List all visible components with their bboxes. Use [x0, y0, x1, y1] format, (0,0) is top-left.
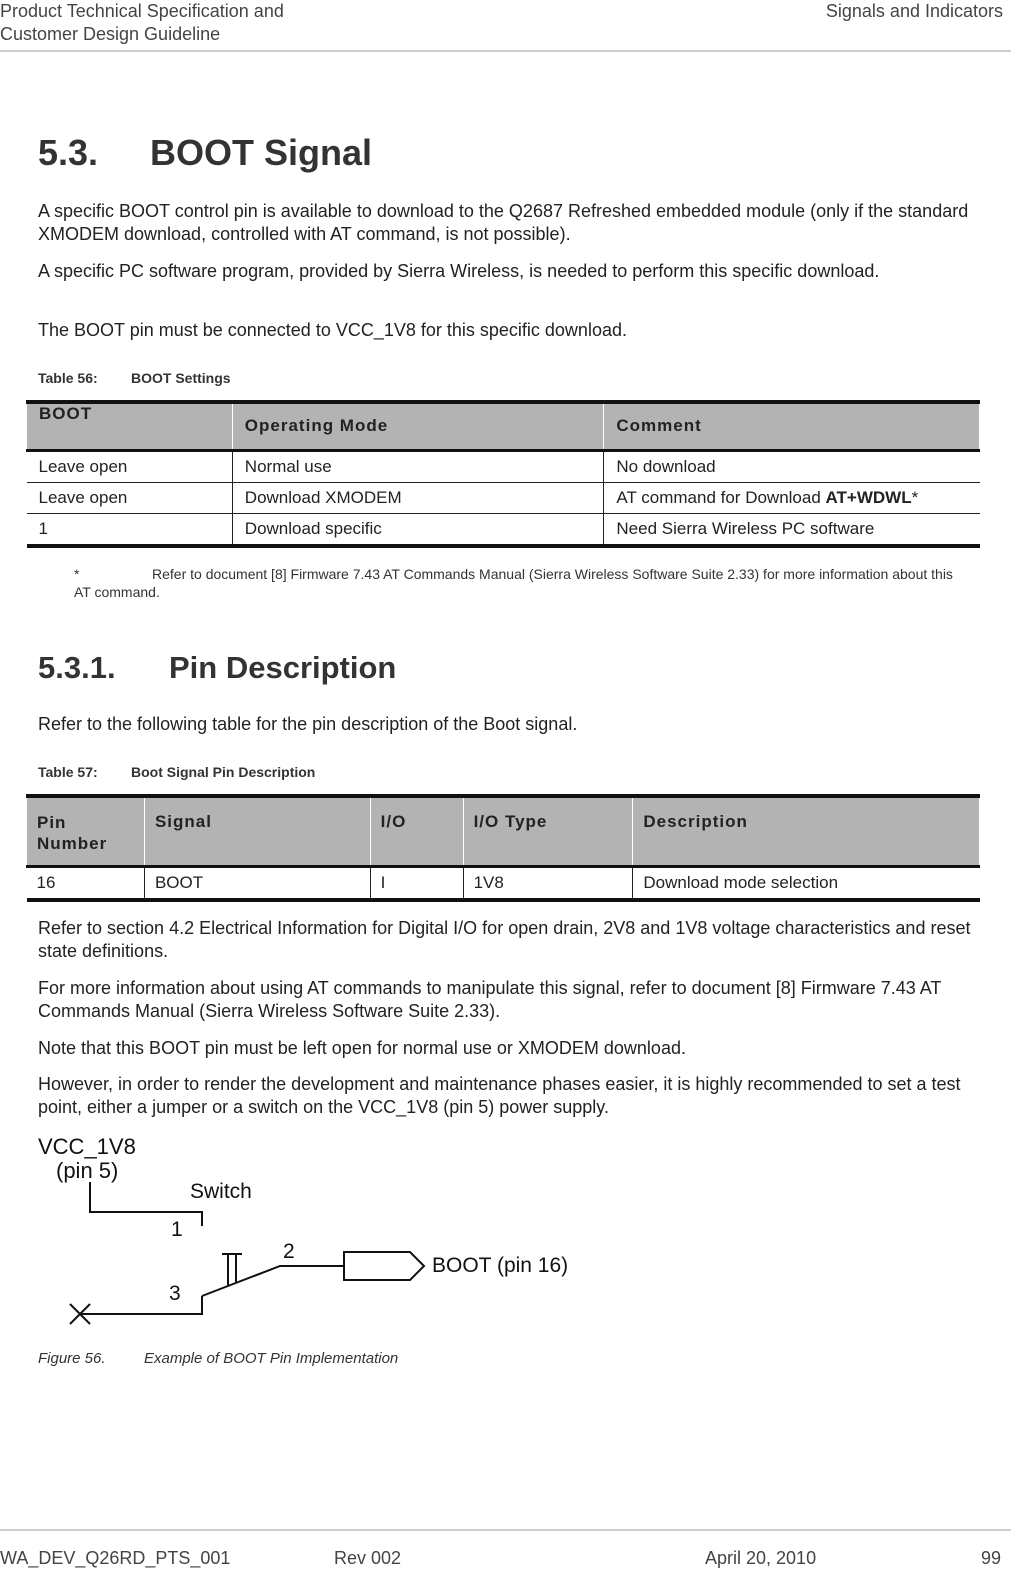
footer-divider — [0, 1529, 1011, 1531]
subsection-heading — [38, 650, 396, 686]
table-header-cell: I/O — [370, 796, 463, 866]
footnote-mark: * — [74, 566, 80, 582]
table-cell: Download XMODEM — [232, 482, 604, 513]
vcc-label: VCC_1V8 — [38, 1134, 136, 1159]
figure-caption-number: Figure 56. — [38, 1350, 106, 1367]
table-row — [27, 513, 980, 546]
table-cell: Download mode selection — [633, 866, 980, 900]
footer-date: April 20, 2010 — [705, 1548, 817, 1568]
command-name: AT+WDWL — [825, 487, 912, 507]
paragraph-intro-3: The BOOT pin must be connected to VCC_1V8 for this specific download. — [38, 320, 627, 340]
cell-text: AT command for Download — [616, 487, 826, 507]
footnote-marker: * — [911, 487, 919, 507]
table-56-caption — [38, 370, 231, 386]
table-57-caption — [38, 764, 315, 780]
table-cell: Need Sierra Wireless PC software — [604, 513, 980, 546]
table-header-cell: Description — [633, 796, 980, 866]
table-cell — [604, 482, 980, 513]
table-row — [27, 450, 980, 482]
header-line-2: Customer Design Guideline — [0, 24, 221, 44]
table-cell: I — [370, 866, 463, 900]
table-header-cell: Signal — [144, 796, 370, 866]
footnote-text: Refer to document [8] Firmware 7.43 AT Commands Manual (Sierra Wireless Software Suite 2.33) for more information about this AT command. — [74, 566, 953, 600]
table-57-caption-number: Table 57: — [38, 764, 98, 780]
switch-lever — [202, 1266, 344, 1296]
paragraph-electrical-ref: Refer to section 4.2 Electrical Information for Digital I/O for open drain, 2V8 and 1V8 voltage characteristics and reset state definitions. — [38, 918, 971, 961]
table-cell: No download — [604, 450, 980, 482]
table-cell: Leave open — [27, 482, 233, 513]
table-footnote — [74, 565, 954, 601]
table-header-cell: BOOT — [27, 402, 233, 450]
switch-label: Switch — [190, 1180, 252, 1203]
running-header-chapter: Signals and Indicators — [825, 1, 1003, 21]
boot-connector-icon — [344, 1252, 424, 1280]
terminal-3-label: 3 — [169, 1282, 181, 1305]
figure-caption-title: Example of BOOT Pin Implementation — [144, 1350, 399, 1367]
paragraph-pin-intro: Refer to the following table for the pin description of the Boot signal. — [38, 714, 578, 734]
vcc-wire — [90, 1182, 202, 1226]
table-cell: 1V8 — [463, 866, 633, 900]
paragraph-at-commands-ref: For more information about using AT commands to manipulate this signal, refer to document [8] Firmware 7.43 AT Commands Manual (Sierra Wireless Software Suite 2.33). — [38, 978, 942, 1021]
subsection-title: Pin Description — [169, 650, 397, 685]
table-56-caption-title: BOOT Settings — [131, 370, 231, 386]
table-cell: 1 — [27, 513, 233, 546]
table-57-caption-title: Boot Signal Pin Description — [131, 764, 316, 780]
section-title: BOOT Signal — [150, 132, 373, 173]
boot-pin-circuit-diagram — [26, 1128, 646, 1338]
boot-pin-label: BOOT (pin 16) — [432, 1254, 569, 1277]
table-header-cell: Operating Mode — [232, 402, 604, 450]
terminal-1-label: 1 — [171, 1218, 183, 1241]
footer-page-number: 99 — [980, 1548, 1001, 1568]
table-header-cell: Comment — [604, 402, 980, 450]
footer-doc-id: WA_DEV_Q26RD_PTS_001 — [0, 1548, 231, 1568]
table-cell: Leave open — [27, 450, 233, 482]
pin5-label: (pin 5) — [56, 1158, 119, 1183]
paragraph-boot-note: Note that this BOOT pin must be left open for normal use or XMODEM download. — [38, 1038, 686, 1058]
boot-settings-table — [26, 400, 980, 548]
subsection-number: 5.3.1. — [38, 650, 116, 685]
terminal-2-label: 2 — [283, 1240, 295, 1263]
table-row — [27, 482, 980, 513]
paragraph-intro-1: A specific BOOT control pin is available to download to the Q2687 Refreshed embedded module (only if the standard XMODEM download, controlled with AT command, is not possible). — [38, 201, 969, 244]
section-number: 5.3. — [38, 132, 99, 173]
footer-revision: Rev 002 — [334, 1548, 402, 1568]
paragraph-test-point: However, in order to render the development and maintenance phases easier, it is highly recommended to set a test point, either a jumper or a switch on the VCC_1V8 (pin 5) power supply. — [38, 1074, 961, 1117]
running-header-title — [0, 0, 284, 46]
table-56-caption-number: Table 56: — [38, 370, 98, 386]
table-row — [27, 866, 980, 900]
paragraph-intro-2: A specific PC software program, provided by Sierra Wireless, is needed to perform this specific download. — [38, 261, 880, 281]
table-header-cell: I/O Type — [463, 796, 633, 866]
table-cell: Download specific — [232, 513, 604, 546]
table-header-cell: Pin Number — [27, 796, 145, 866]
ground-wire — [80, 1296, 202, 1314]
figure-caption — [38, 1350, 398, 1367]
section-heading — [38, 132, 372, 174]
table-cell: Normal use — [232, 450, 604, 482]
table-cell: BOOT — [144, 866, 370, 900]
pin-description-table — [26, 794, 980, 902]
header-divider — [0, 50, 1011, 52]
table-cell: 16 — [27, 866, 145, 900]
header-line-1: Product Technical Specification and — [0, 1, 284, 21]
